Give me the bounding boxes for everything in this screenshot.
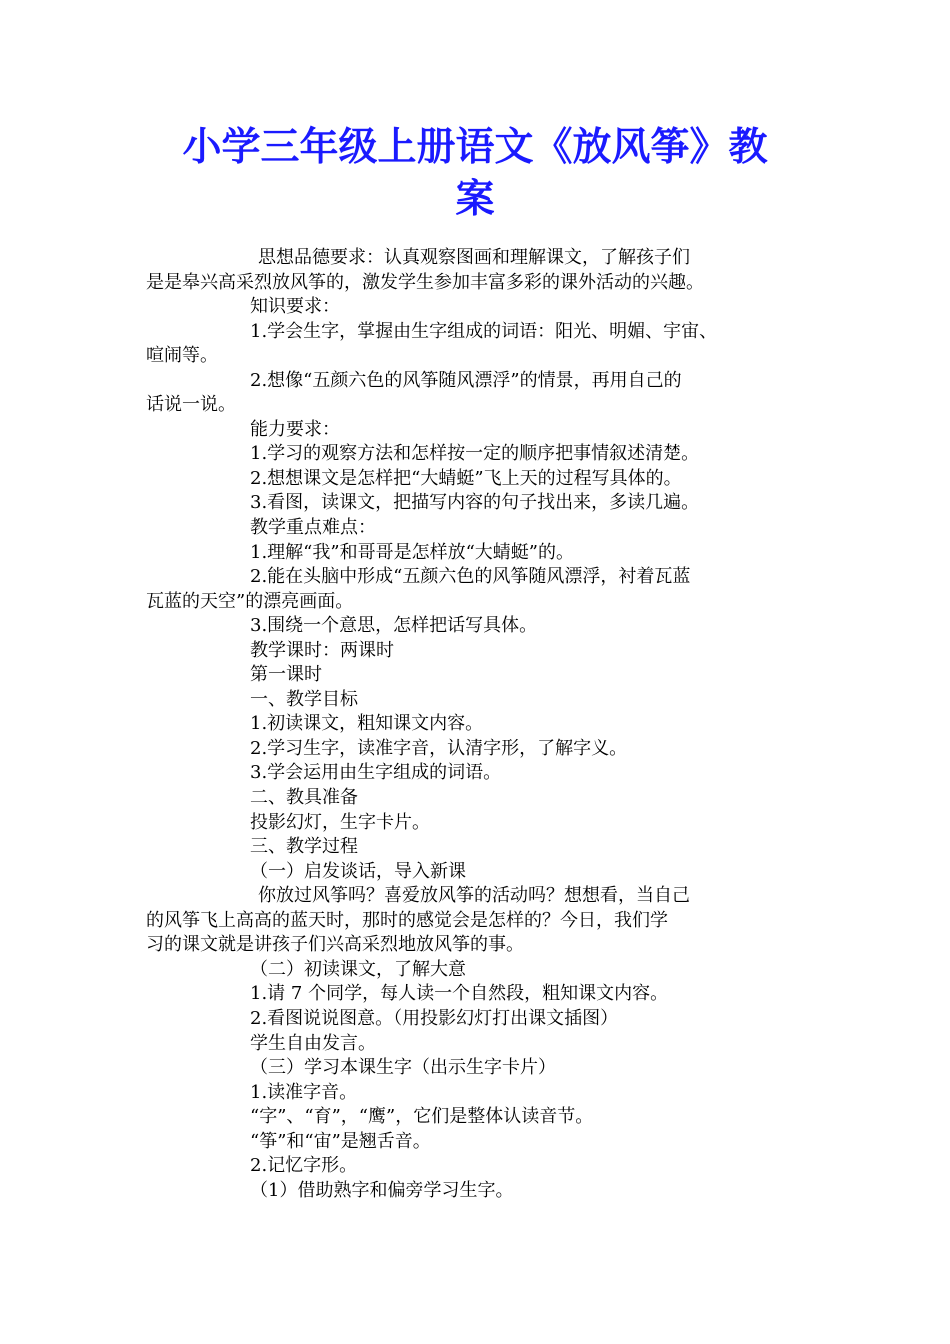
text-line: 2.能在头脑中形成“五颜六色的风筝随风漂浮，衬着瓦蓝 <box>250 566 691 588</box>
text-line: 1.请 7 个同学，每人读一个自然段，粗知课文内容。 <box>250 983 669 1005</box>
text-line: 1.学习的观察方法和怎样按一定的顺序把事情叙述清楚。 <box>250 443 700 465</box>
text-line: 第一课时 <box>250 664 322 686</box>
text-line: 教学重点难点： <box>250 517 376 539</box>
text-line: 投影幻灯，生字卡片。 <box>250 811 430 833</box>
text-line: 1.读准字音。 <box>250 1081 358 1103</box>
text-line: 瓦蓝的天空”的漂亮画面。 <box>146 590 354 612</box>
text-line: 2.想想课文是怎样把“大蜻蜓”飞上天的过程写具体的。 <box>250 467 682 489</box>
text-line: 3.学会运用由生字组成的词语。 <box>250 762 502 784</box>
document-body <box>146 246 826 1203</box>
text-line: 1.初读课文，粗知课文内容。 <box>250 713 484 735</box>
text-line: 教学课时：两课时 <box>250 639 394 661</box>
text-line: 2.看图说说图意。（用投影幻灯打出课文插图） <box>250 1007 619 1029</box>
text-line: “字”、“育”，“鹰”，它们是整体认读音节。 <box>250 1106 594 1128</box>
text-line: 你放过风筝吗？喜爱放风筝的活动吗？想想看，当自己 <box>258 885 690 907</box>
text-line: “筝”和“宙”是翘舌音。 <box>250 1130 431 1152</box>
text-line: 思想品德要求：认真观察图画和理解课文，了解孩子们 <box>258 247 690 268</box>
text-line: 3.看图，读课文，把描写内容的句子找出来，多读几遍。 <box>250 492 700 514</box>
text-line: 3.围绕一个意思，怎样把话写具体。 <box>250 615 538 637</box>
text-line: 2.记忆字形。 <box>250 1155 358 1177</box>
text-line: （1）借助熟字和偏旁学习生字。 <box>250 1179 514 1201</box>
text-line: 习的课文就是讲孩子们兴高采烈地放风筝的事。 <box>146 934 524 956</box>
text-line: 的风筝飞上高高的蓝天时，那时的感觉会是怎样的？今日，我们学 <box>146 909 668 931</box>
text-line: 喧闹等。 <box>146 345 218 367</box>
text-line: 1.学会生字，掌握由生字组成的词语：阳光、明媚、宇宙、 <box>250 320 718 342</box>
text-line: 一、教学目标 <box>250 688 358 710</box>
text-line: 知识要求： <box>250 296 340 318</box>
text-line: 话说一说。 <box>146 394 236 416</box>
text-line: （一）启发谈话，导入新课 <box>250 860 466 882</box>
text-line: 是是皋兴高采烈放风筝的，激发学生参加丰富多彩的课外活动的兴趣。 <box>146 271 704 293</box>
text-line: 二、教具准备 <box>250 787 358 809</box>
text-line: 2.学习生字，读准字音，认清字形，了解字义。 <box>250 737 628 759</box>
text-line: 学生自由发言。 <box>250 1032 376 1054</box>
text-line: 2.想像“五颜六色的风筝随风漂浮”的情景，再用自己的 <box>250 369 682 391</box>
text-line: 三、教学过程 <box>250 836 358 858</box>
text-line: 能力要求： <box>250 418 340 440</box>
title-line-1: 小学三年级上册语文《放风筝》教 <box>182 125 768 170</box>
text-line: （三）学习本课生字（出示生字卡片） <box>250 1057 556 1079</box>
document-title <box>145 122 805 226</box>
text-line: （二）初读课文，了解大意 <box>250 958 466 980</box>
title-line-2: 案 <box>455 177 495 222</box>
text-line: 1.理解“我”和哥哥是怎样放“大蜻蜓”的。 <box>250 541 574 563</box>
